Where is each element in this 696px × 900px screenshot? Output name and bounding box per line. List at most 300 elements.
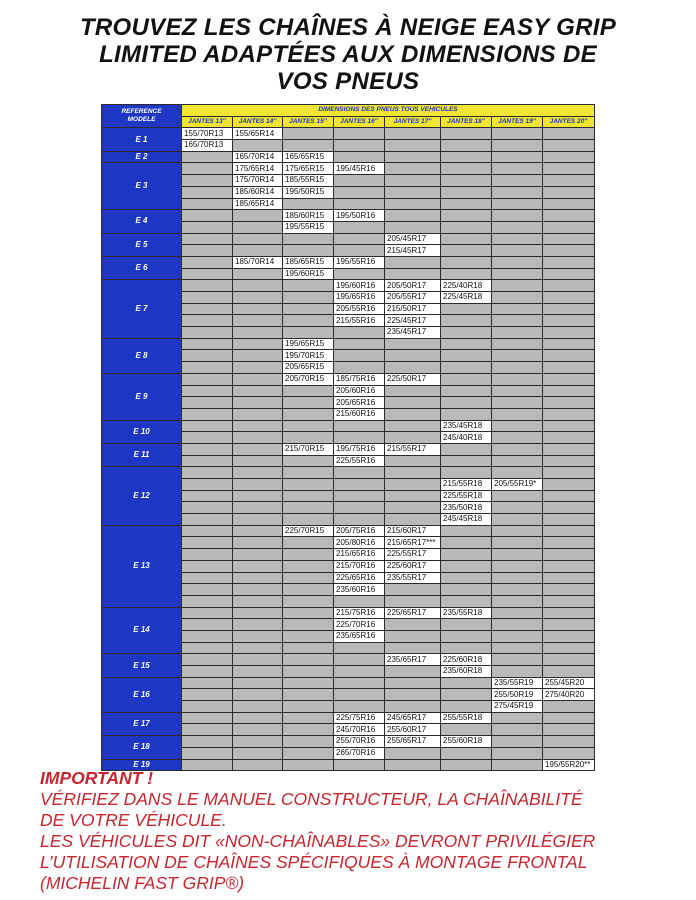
size-cell: 235/60R16: [334, 584, 385, 596]
size-cell: [492, 268, 543, 280]
size-cell: [441, 350, 492, 362]
size-cell: [334, 175, 385, 187]
size-cell: [233, 373, 283, 385]
size-cell: 185/60R14: [233, 186, 283, 198]
size-cell: [543, 443, 595, 455]
size-cell: [492, 537, 543, 549]
size-cell: [441, 560, 492, 572]
size-cell: [385, 140, 441, 152]
reference-header-line: REFERENCE: [121, 108, 162, 116]
size-cell: [182, 256, 233, 268]
model-cell: E 15: [102, 654, 182, 677]
size-cell: [283, 677, 334, 689]
size-cell: 255/60R17: [385, 724, 441, 736]
size-cell: [492, 280, 543, 292]
size-cell: [543, 549, 595, 561]
size-cell: [182, 595, 233, 607]
table-row: [102, 467, 595, 479]
size-cell: [233, 385, 283, 397]
size-cell: [283, 315, 334, 327]
size-cell: [385, 630, 441, 642]
size-cell: [182, 210, 233, 222]
size-cell: [543, 385, 595, 397]
size-cell: [334, 233, 385, 245]
size-cell: [441, 677, 492, 689]
size-cell: 195/60R16: [334, 280, 385, 292]
size-cell: [283, 385, 334, 397]
size-cell: [385, 350, 441, 362]
size-cell: 205/65R15: [283, 362, 334, 374]
size-cell: [182, 537, 233, 549]
model-cell: E 12: [102, 467, 182, 525]
size-cell: [283, 292, 334, 304]
size-cell: [385, 642, 441, 654]
size-cell: 175/70R14: [233, 175, 283, 187]
size-cell: [385, 186, 441, 198]
size-cell: [492, 186, 543, 198]
size-cell: 205/55R16: [334, 303, 385, 315]
size-cell: [233, 537, 283, 549]
size-cell: [441, 210, 492, 222]
model-cell: E 4: [102, 210, 182, 233]
size-cell: [233, 666, 283, 678]
size-cell: [441, 549, 492, 561]
size-cell: [543, 128, 595, 140]
size-cell: [283, 233, 334, 245]
dimensions-header: DIMENSIONS DES PNEUS TOUS VEHICULES: [182, 105, 595, 117]
size-cell: [334, 221, 385, 233]
table-row: [102, 163, 595, 175]
size-cell: [492, 724, 543, 736]
size-cell: [283, 607, 334, 619]
size-cell: [441, 315, 492, 327]
size-cell: [283, 467, 334, 479]
size-cell: [334, 595, 385, 607]
model-cell: E 10: [102, 420, 182, 443]
size-cell: [182, 292, 233, 304]
size-cell: [441, 186, 492, 198]
size-cell: [182, 198, 233, 210]
size-cell: 165/65R15: [283, 151, 334, 163]
size-cell: [283, 327, 334, 339]
size-cell: [233, 572, 283, 584]
size-cell: [182, 420, 233, 432]
table-row: [102, 443, 595, 455]
size-cell: [441, 268, 492, 280]
size-cell: [233, 280, 283, 292]
size-cell: [233, 525, 283, 537]
size-cell: 195/45R16: [334, 163, 385, 175]
size-cell: [441, 619, 492, 631]
tire-size-table: [101, 104, 595, 771]
size-cell: [283, 198, 334, 210]
size-cell: [492, 420, 543, 432]
size-cell: 225/55R17: [385, 549, 441, 561]
size-cell: [543, 736, 595, 748]
size-cell: [543, 186, 595, 198]
table-row: [102, 210, 595, 222]
size-cell: 185/60R15: [283, 210, 334, 222]
size-cell: [492, 210, 543, 222]
size-cell: 235/55R18: [441, 607, 492, 619]
size-cell: [441, 408, 492, 420]
size-cell: [492, 747, 543, 759]
size-cell: [441, 175, 492, 187]
size-cell: [233, 490, 283, 502]
size-cell: 205/50R17: [385, 280, 441, 292]
size-cell: [283, 549, 334, 561]
size-cell: [385, 689, 441, 701]
size-cell: 215/60R16: [334, 408, 385, 420]
title-line: TROUVEZ LES CHAÎNES À NEIGE EASY GRIP: [79, 14, 617, 41]
size-cell: 195/55R20**: [543, 759, 595, 771]
size-cell: 245/65R17: [385, 712, 441, 724]
size-cell: [385, 514, 441, 526]
size-cell: [441, 642, 492, 654]
size-cell: [233, 712, 283, 724]
size-cell: [182, 654, 233, 666]
size-cell: [233, 619, 283, 631]
size-cell: [283, 397, 334, 409]
size-cell: [543, 373, 595, 385]
size-cell: [543, 338, 595, 350]
size-cell: [283, 595, 334, 607]
size-cell: [283, 537, 334, 549]
size-cell: [233, 245, 283, 257]
size-cell: [182, 385, 233, 397]
table-row: [102, 338, 595, 350]
size-cell: [543, 303, 595, 315]
size-cell: [334, 432, 385, 444]
size-cell: [543, 467, 595, 479]
size-cell: [283, 630, 334, 642]
size-cell: [441, 443, 492, 455]
size-cell: [283, 280, 334, 292]
size-cell: [233, 350, 283, 362]
size-cell: [182, 163, 233, 175]
important-note: [40, 768, 690, 894]
size-cell: [334, 467, 385, 479]
size-cell: [543, 397, 595, 409]
size-cell: [233, 397, 283, 409]
size-cell: [182, 584, 233, 596]
size-cell: [543, 175, 595, 187]
size-cell: [492, 245, 543, 257]
size-cell: [283, 747, 334, 759]
size-cell: [182, 502, 233, 514]
size-cell: [492, 712, 543, 724]
size-cell: [441, 397, 492, 409]
table-row: [102, 420, 595, 432]
size-cell: [543, 584, 595, 596]
size-cell: [283, 455, 334, 467]
size-cell: [334, 327, 385, 339]
size-cell: [182, 350, 233, 362]
title-line: LIMITED ADAPTÉES AUX DIMENSIONS DE: [99, 41, 597, 68]
size-cell: [182, 186, 233, 198]
size-cell: [182, 397, 233, 409]
size-cell: [543, 140, 595, 152]
size-cell: [334, 420, 385, 432]
size-cell: 155/65R14: [233, 128, 283, 140]
size-cell: [233, 467, 283, 479]
size-cell: [283, 140, 334, 152]
size-cell: [233, 292, 283, 304]
size-cell: 175/65R15: [283, 163, 334, 175]
size-cell: [543, 221, 595, 233]
size-cell: [492, 327, 543, 339]
size-cell: [233, 736, 283, 748]
size-cell: [283, 479, 334, 491]
size-cell: [543, 479, 595, 491]
size-cell: [441, 525, 492, 537]
size-cell: [543, 350, 595, 362]
size-cell: [233, 607, 283, 619]
size-cell: [182, 701, 233, 713]
size-cell: [543, 280, 595, 292]
size-cell: [385, 747, 441, 759]
size-cell: [283, 712, 334, 724]
size-cell: [334, 666, 385, 678]
size-cell: [543, 420, 595, 432]
size-cell: 225/45R18: [441, 292, 492, 304]
size-cell: [441, 584, 492, 596]
size-cell: [182, 560, 233, 572]
size-cell: [182, 607, 233, 619]
size-cell: 225/60R18: [441, 654, 492, 666]
size-cell: 205/70R15: [283, 373, 334, 385]
size-cell: [385, 420, 441, 432]
size-cell: [182, 408, 233, 420]
size-cell: [543, 537, 595, 549]
size-cell: [543, 210, 595, 222]
size-cell: [441, 701, 492, 713]
size-cell: 225/75R16: [334, 712, 385, 724]
size-cell: [385, 128, 441, 140]
reference-header-line: MODELE: [127, 116, 156, 124]
size-cell: [492, 292, 543, 304]
size-cell: 255/65R17: [385, 736, 441, 748]
size-cell: [492, 338, 543, 350]
size-cell: [543, 595, 595, 607]
size-cell: [283, 432, 334, 444]
size-cell: [233, 747, 283, 759]
size-cell: [385, 619, 441, 631]
size-cell: [441, 140, 492, 152]
size-cell: [492, 549, 543, 561]
rim-header: JANTES 13'': [182, 116, 233, 128]
size-cell: [385, 432, 441, 444]
size-cell: [283, 560, 334, 572]
size-cell: [233, 408, 283, 420]
size-cell: [492, 455, 543, 467]
size-cell: [233, 630, 283, 642]
size-cell: [233, 432, 283, 444]
size-cell: 195/55R15: [283, 221, 334, 233]
size-cell: [492, 408, 543, 420]
table-row: [102, 607, 595, 619]
size-cell: [492, 584, 543, 596]
size-cell: [182, 572, 233, 584]
model-cell: E 8: [102, 338, 182, 373]
size-cell: [492, 525, 543, 537]
size-cell: [182, 630, 233, 642]
size-cell: [334, 245, 385, 257]
size-cell: [182, 642, 233, 654]
size-cell: [283, 128, 334, 140]
size-cell: [441, 198, 492, 210]
size-cell: [492, 397, 543, 409]
size-cell: 195/50R15: [283, 186, 334, 198]
model-cell: E 17: [102, 712, 182, 735]
note-line: DE VOTRE VÉHICULE.: [40, 810, 227, 830]
size-cell: 195/55R16: [334, 256, 385, 268]
size-cell: [385, 455, 441, 467]
size-cell: [334, 677, 385, 689]
size-cell: [233, 479, 283, 491]
size-cell: [182, 747, 233, 759]
size-cell: [182, 315, 233, 327]
size-cell: [543, 630, 595, 642]
size-cell: 165/70R13: [182, 140, 233, 152]
size-cell: [543, 198, 595, 210]
size-cell: [233, 724, 283, 736]
size-cell: [441, 151, 492, 163]
size-cell: [492, 198, 543, 210]
rim-header: JANTES 17'': [385, 116, 441, 128]
size-cell: [334, 198, 385, 210]
size-cell: [334, 689, 385, 701]
model-cell: E 11: [102, 443, 182, 466]
rim-header: JANTES 16'': [334, 116, 385, 128]
size-cell: 245/40R18: [441, 432, 492, 444]
size-cell: 185/55R15: [283, 175, 334, 187]
model-cell: E 6: [102, 256, 182, 279]
size-cell: 205/55R17: [385, 292, 441, 304]
size-cell: 195/65R16: [334, 292, 385, 304]
size-cell: [441, 385, 492, 397]
size-cell: [543, 642, 595, 654]
size-cell: [385, 256, 441, 268]
size-cell: [441, 245, 492, 257]
size-cell: [492, 595, 543, 607]
size-cell: [492, 385, 543, 397]
size-cell: [334, 502, 385, 514]
size-cell: [182, 689, 233, 701]
model-cell: E 1: [102, 128, 182, 151]
size-cell: 215/45R17: [385, 245, 441, 257]
size-cell: [492, 572, 543, 584]
size-cell: [385, 408, 441, 420]
size-cell: 215/60R17: [385, 525, 441, 537]
size-cell: [543, 747, 595, 759]
size-cell: [492, 256, 543, 268]
size-cell: [233, 362, 283, 374]
size-cell: [543, 233, 595, 245]
size-cell: [441, 373, 492, 385]
size-cell: [543, 514, 595, 526]
size-cell: [492, 607, 543, 619]
size-cell: 235/65R16: [334, 630, 385, 642]
size-cell: [385, 175, 441, 187]
size-cell: [233, 420, 283, 432]
size-cell: [385, 490, 441, 502]
size-cell: 195/50R16: [334, 210, 385, 222]
size-cell: [182, 233, 233, 245]
size-cell: [182, 455, 233, 467]
size-cell: [233, 677, 283, 689]
size-cell: [283, 420, 334, 432]
size-cell: [543, 502, 595, 514]
size-cell: 185/65R15: [283, 256, 334, 268]
size-cell: [283, 619, 334, 631]
note-line: L’UTILISATION DE CHAÎNES SPÉCIFIQUES À MONTAGE FRONTAL: [40, 852, 588, 872]
size-cell: [441, 467, 492, 479]
size-cell: [441, 689, 492, 701]
rim-header: JANTES 20'': [543, 116, 595, 128]
size-cell: [492, 432, 543, 444]
size-cell: 185/65R14: [233, 198, 283, 210]
size-cell: [441, 572, 492, 584]
note-line: (MICHELIN FAST GRIP®): [40, 873, 245, 893]
size-cell: 195/65R15: [283, 338, 334, 350]
size-cell: [441, 537, 492, 549]
size-cell: [543, 256, 595, 268]
size-cell: [492, 373, 543, 385]
size-cell: [441, 747, 492, 759]
size-cell: 265/70R16: [334, 747, 385, 759]
size-cell: [543, 724, 595, 736]
model-cell: E 2: [102, 151, 182, 163]
model-cell: E 7: [102, 280, 182, 338]
size-cell: [334, 151, 385, 163]
size-cell: [182, 724, 233, 736]
size-cell: [182, 221, 233, 233]
size-cell: [182, 151, 233, 163]
size-cell: [283, 689, 334, 701]
model-cell: E 9: [102, 373, 182, 420]
size-cell: [283, 572, 334, 584]
size-cell: [441, 221, 492, 233]
size-cell: 225/40R18: [441, 280, 492, 292]
size-cell: 255/50R19: [492, 689, 543, 701]
size-cell: [543, 315, 595, 327]
size-cell: [182, 175, 233, 187]
size-cell: [385, 479, 441, 491]
size-cell: [233, 689, 283, 701]
size-cell: [334, 514, 385, 526]
size-cell: 255/45R20: [543, 677, 595, 689]
size-cell: 245/70R16: [334, 724, 385, 736]
size-cell: [233, 233, 283, 245]
size-cell: 205/55R19*: [492, 479, 543, 491]
size-cell: [385, 397, 441, 409]
size-cell: [334, 350, 385, 362]
size-cell: 195/75R16: [334, 443, 385, 455]
size-cell: [385, 151, 441, 163]
size-cell: [182, 525, 233, 537]
size-cell: 275/45R19: [492, 701, 543, 713]
size-cell: [182, 338, 233, 350]
size-cell: [441, 163, 492, 175]
size-cell: 235/45R17: [385, 327, 441, 339]
size-cell: [233, 514, 283, 526]
size-cell: [492, 666, 543, 678]
size-cell: [283, 245, 334, 257]
rim-header: JANTES 19'': [492, 116, 543, 128]
size-cell: [233, 549, 283, 561]
note-heading: IMPORTANT !: [40, 768, 154, 788]
